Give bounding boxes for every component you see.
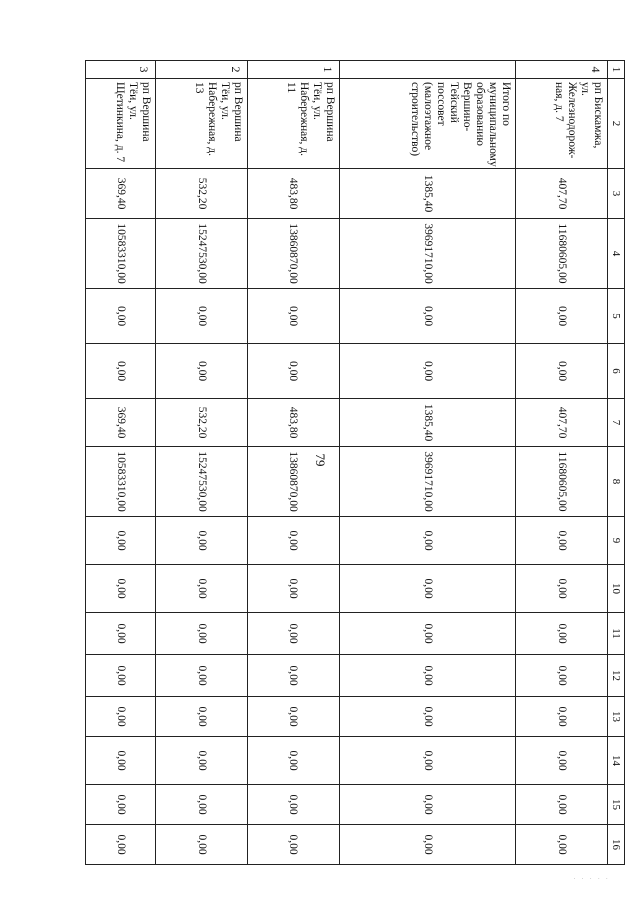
value-cell: 0,00	[86, 517, 156, 565]
column-header: 12	[608, 655, 625, 697]
value-cell: 0,00	[86, 825, 156, 865]
column-header: 5	[608, 289, 625, 344]
value-cell: 0,00	[248, 785, 340, 825]
value-cell: 39691710,00	[339, 219, 516, 289]
value-cell: 0,00	[248, 655, 340, 697]
value-cell: 0,00	[86, 737, 156, 785]
value-cell: 0,00	[156, 517, 248, 565]
housing-table	[85, 60, 625, 865]
value-cell: 0,00	[339, 655, 516, 697]
column-header: 7	[608, 399, 625, 447]
column-header: 16	[608, 825, 625, 865]
page-number: 79	[313, 453, 328, 467]
column-header: 14	[608, 737, 625, 785]
value-cell: 10583310,00	[86, 219, 156, 289]
column-number-row	[608, 61, 625, 865]
value-cell: 0,00	[156, 565, 248, 613]
value-cell: 532,20	[156, 169, 248, 219]
value-cell: 369,40	[86, 169, 156, 219]
value-cell: 0,00	[516, 825, 608, 865]
value-cell: 13860870,00	[248, 447, 340, 517]
value-cell: 0,00	[516, 737, 608, 785]
value-cell: 369,40	[86, 399, 156, 447]
value-cell: 0,00	[339, 517, 516, 565]
value-cell: 0,00	[248, 517, 340, 565]
value-cell: 0,00	[516, 655, 608, 697]
value-cell: 0,00	[516, 697, 608, 737]
value-cell: 0,00	[516, 565, 608, 613]
value-cell: 0,00	[156, 825, 248, 865]
value-cell: 0,00	[248, 737, 340, 785]
value-cell: 39691710,00	[339, 447, 516, 517]
table-body	[86, 61, 608, 865]
value-cell: 0,00	[86, 697, 156, 737]
value-cell: 0,00	[339, 737, 516, 785]
value-cell: 15247530,00	[156, 447, 248, 517]
column-header: 3	[608, 169, 625, 219]
column-header: 1	[608, 61, 625, 79]
value-cell: 13860870,00	[248, 219, 340, 289]
column-header: 15	[608, 785, 625, 825]
value-cell: 0,00	[248, 344, 340, 399]
value-cell: 11680605,00	[516, 219, 608, 289]
address-cell: рп Вершина Тёи, ул. Щетинкина, д. 7	[86, 79, 156, 169]
address-cell: рп Бискамжа, ул. Железнодорож-ная, д. 7	[516, 79, 608, 169]
value-cell: 15247530,00	[156, 219, 248, 289]
value-cell: 0,00	[156, 785, 248, 825]
value-cell: 0,00	[339, 289, 516, 344]
value-cell: 0,00	[156, 737, 248, 785]
value-cell: 0,00	[86, 289, 156, 344]
value-cell: 0,00	[339, 785, 516, 825]
rotated-table-container	[85, 60, 625, 855]
value-cell: 0,00	[339, 613, 516, 655]
value-cell: 0,00	[339, 344, 516, 399]
scan-artifact: · · · · ·	[573, 875, 610, 883]
value-cell: 407,70	[516, 169, 608, 219]
value-cell: 0,00	[339, 825, 516, 865]
column-header: 8	[608, 447, 625, 517]
column-header: 6	[608, 344, 625, 399]
table-row	[339, 61, 516, 865]
table-row	[156, 61, 248, 865]
address-cell: рп Вершина Тёи, ул. Набережная, д. 13	[156, 79, 248, 169]
value-cell: 0,00	[156, 613, 248, 655]
value-cell: 0,00	[248, 825, 340, 865]
value-cell: 11680605,00	[516, 447, 608, 517]
value-cell: 407,70	[516, 399, 608, 447]
column-header: 2	[608, 79, 625, 169]
value-cell: 0,00	[339, 565, 516, 613]
value-cell: 0,00	[248, 697, 340, 737]
value-cell: 0,00	[516, 785, 608, 825]
table-row	[86, 61, 156, 865]
value-cell: 483,80	[248, 169, 340, 219]
value-cell: 0,00	[156, 289, 248, 344]
row-number: 2	[156, 61, 248, 79]
value-cell: 10583310,00	[86, 447, 156, 517]
column-header: 9	[608, 517, 625, 565]
value-cell: 0,00	[86, 565, 156, 613]
value-cell: 0,00	[516, 289, 608, 344]
column-header: 10	[608, 565, 625, 613]
value-cell: 1385,40	[339, 399, 516, 447]
value-cell: 0,00	[339, 697, 516, 737]
value-cell: 483,80	[248, 399, 340, 447]
value-cell: 0,00	[86, 785, 156, 825]
table-row	[516, 61, 608, 865]
row-number: 4	[516, 61, 608, 79]
value-cell: 1385,40	[339, 169, 516, 219]
row-number	[339, 61, 516, 79]
value-cell: 0,00	[248, 289, 340, 344]
table-row	[248, 61, 340, 865]
row-number: 1	[248, 61, 340, 79]
value-cell: 0,00	[248, 565, 340, 613]
address-cell: рп Вершина Тёи, ул. Набережная, д. 11	[248, 79, 340, 169]
value-cell: 0,00	[86, 344, 156, 399]
value-cell: 0,00	[156, 655, 248, 697]
column-header: 4	[608, 219, 625, 289]
value-cell: 0,00	[516, 613, 608, 655]
row-number: 3	[86, 61, 156, 79]
value-cell: 0,00	[248, 613, 340, 655]
value-cell: 532,20	[156, 399, 248, 447]
value-cell: 0,00	[156, 697, 248, 737]
column-header: 13	[608, 697, 625, 737]
column-header: 11	[608, 613, 625, 655]
value-cell: 0,00	[86, 655, 156, 697]
value-cell: 0,00	[516, 517, 608, 565]
address-cell: Итого по муниципальному образованию Вершино-Тейский поссовет (малоэтажное строительство)	[339, 79, 516, 169]
value-cell: 0,00	[516, 344, 608, 399]
value-cell: 0,00	[86, 613, 156, 655]
value-cell: 0,00	[156, 344, 248, 399]
